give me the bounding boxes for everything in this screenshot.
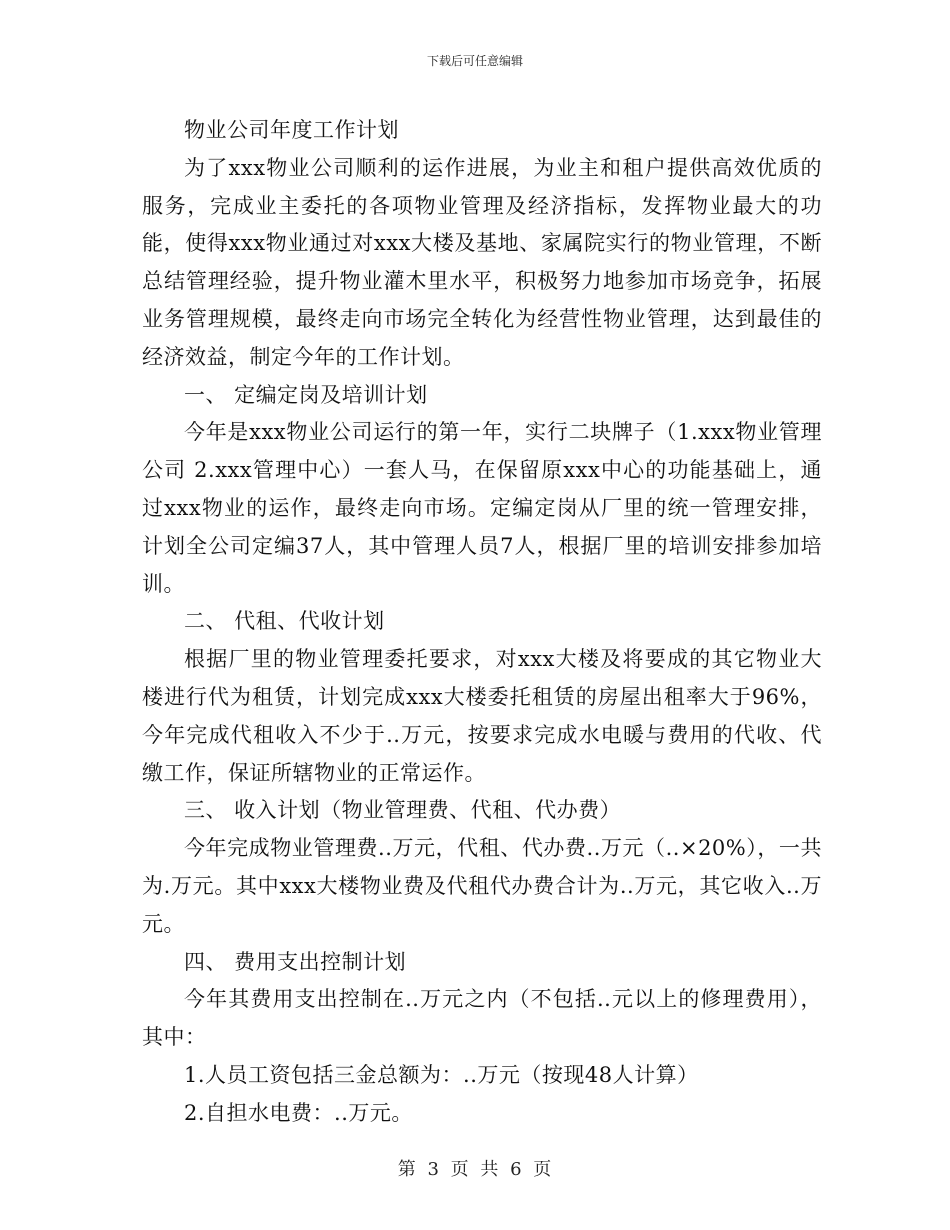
expense-item-salary: 1.人员工资包括三金总额为：..万元（按现48人计算）	[184, 1062, 699, 1087]
section-heading-staffing: 一、 定编定岗及培训计划	[184, 382, 428, 407]
document-title: 物业公司年度工作计划	[184, 118, 399, 142]
section-paragraph-expense: 今年其费用支出控制在..万元之内（不包括..元以上的修理费用），其中：	[142, 987, 822, 1050]
section-heading-rental: 二、 代租、代收计划	[184, 609, 385, 634]
section-paragraph-rental: 根据厂里的物业管理委托要求，对xxx大楼及将要成的其它物业大楼进行代为租赁，计划完成xxx大楼委托租赁的房屋出租率大于96%，今年完成代租收入不少于..万元，按要求完成水电暖与费用的代收、代缴工作，保证所辖物业的正常运作。	[142, 647, 822, 785]
footer-total-word: 共	[480, 1159, 500, 1180]
page-footer	[0, 1155, 950, 1181]
section-paragraph-staffing: 今年是xxx物业公司运行的第一年，实行二块牌子（1.xxx物业管理公司 2.xxx管理中心）一套人马，在保留原xxx中心的功能基础上，通过xxx物业的运作，最终走向市场。定编定岗从厂里的统一管理安排，计划全公司定编37人，其中管理人员7人，根据厂里的培训安排参加培训。	[142, 420, 822, 596]
footer-total-pages: 6	[510, 1159, 523, 1180]
page-header: 下载后可任意编辑	[426, 54, 523, 68]
section-paragraph-income: 今年完成物业管理费..万元，代租、代办费..万元（..×20%），一共为.万元。其中xxx大楼物业费及代租代办费合计为..万元，其它收入..万元。	[142, 836, 822, 936]
footer-current-page: 3	[427, 1159, 440, 1180]
section-heading-income: 三、 收入计划（物业管理费、代租、代办费）	[184, 798, 622, 823]
document-body	[142, 112, 822, 1133]
intro-paragraph: 为了xxx物业公司顺利的运作进展，为业主和租户提供高效优质的服务，完成业主委托的各项物业管理及经济指标，发挥物业最大的功能，使得xxx物业通过对xxx大楼及基地、家属院实行的物业管理，不断总结管理经验，提升物业灌木里水平，积极努力地参加市场竞争，拓展业务管理规模，最终走向市场完全转化为经营性物业管理，达到最佳的经济效益，制定今年的工作计划。	[142, 155, 822, 369]
footer-prefix: 第	[397, 1159, 417, 1180]
expense-item-utilities: 2.自担水电费：..万元。	[184, 1100, 413, 1125]
footer-page-word: 页	[450, 1159, 470, 1180]
footer-suffix: 页	[533, 1159, 553, 1180]
section-heading-expense: 四、 费用支出控制计划	[184, 949, 407, 974]
